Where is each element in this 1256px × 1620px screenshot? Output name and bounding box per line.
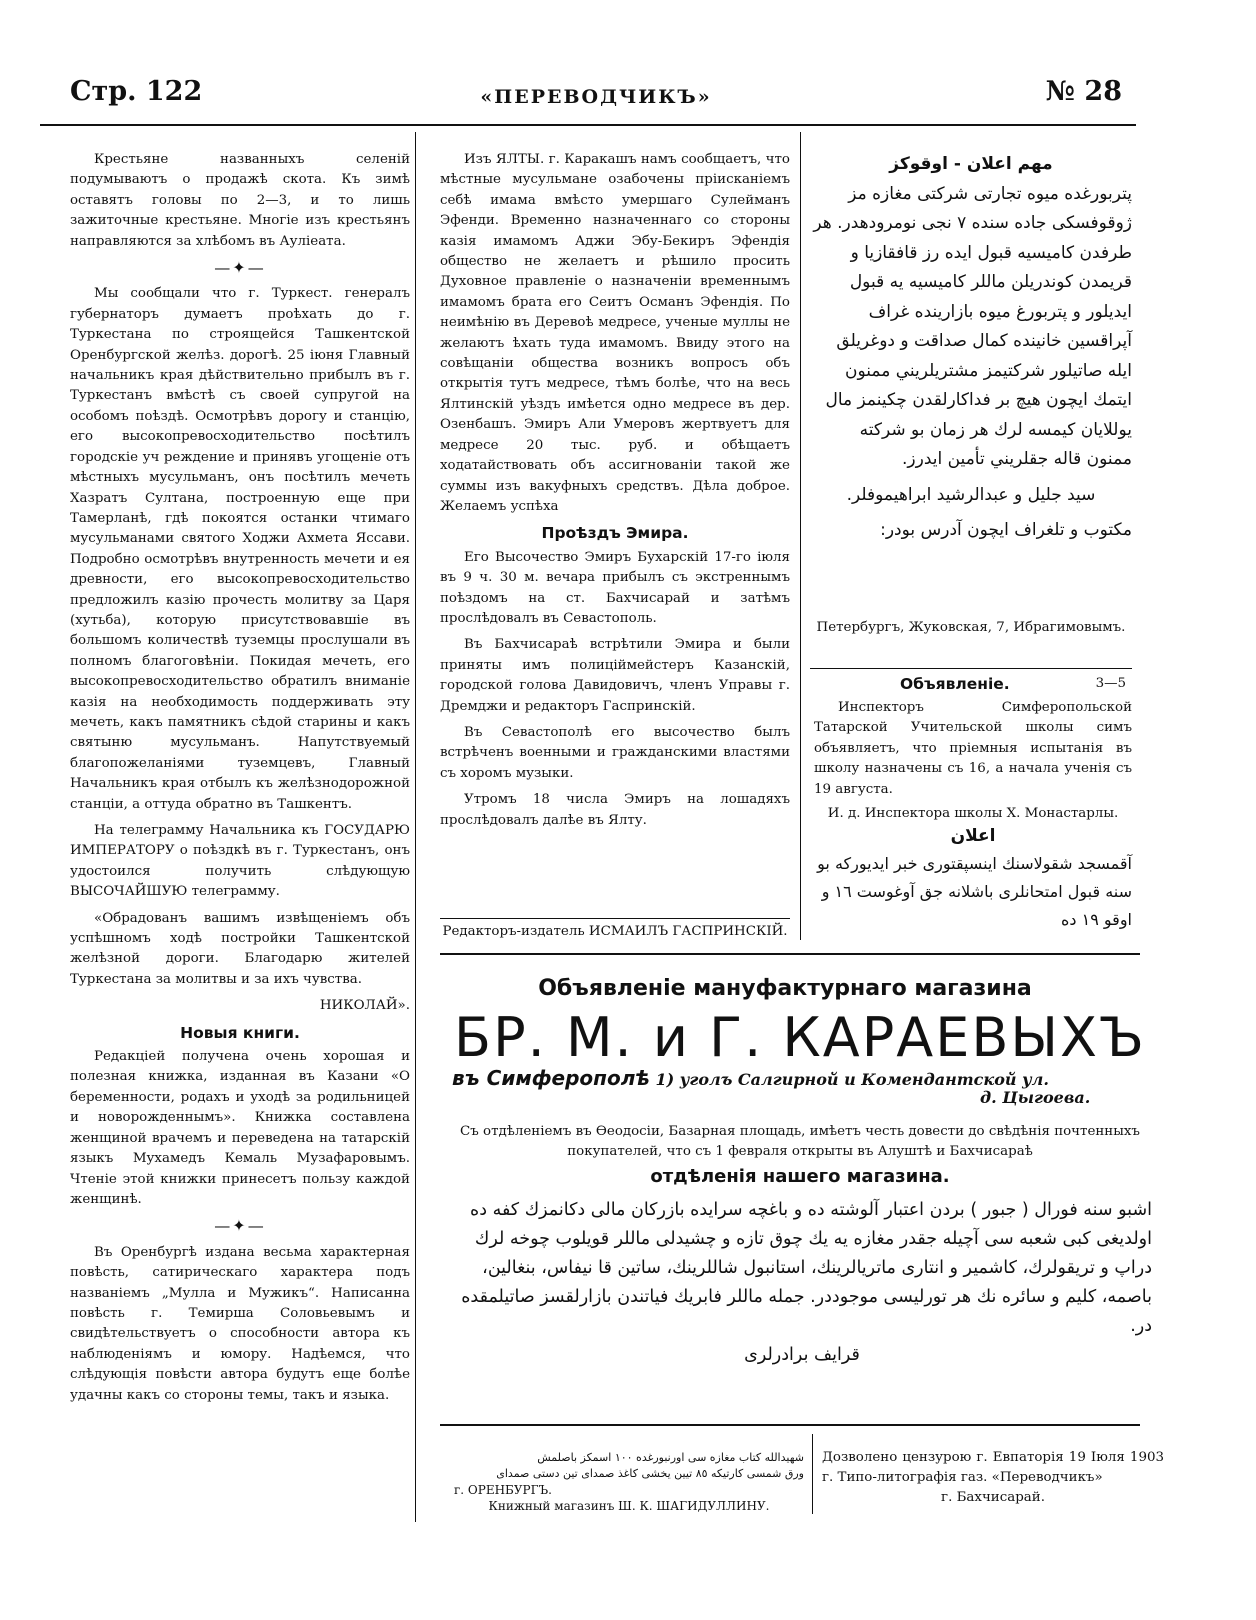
article-emir-bakhchisaray: Въ Бахчисараѣ встрѣтили Эмира и были приняты имъ полицiймейстеръ Казанскій, городской голова Давидовичъ, членъ Управы г. Дремджи и редакторъ Гаспринскій. (440, 637, 790, 714)
column-divider-right (800, 132, 801, 940)
ad-rule-top (440, 953, 1140, 955)
ad-city: въ Симферополѣ (452, 1066, 651, 1090)
telegram-signature: НИКОЛАЙ». (319, 998, 410, 1014)
notice-text: Инспекторъ Симферопольской Татарской Учительской школы симъ объявляетъ, что пріемныя испытанія въ школу назначены съ 16, а начала ученія съ 19 августа. (814, 700, 1132, 797)
article-emir-yalta: Утромъ 18 числа Эмиръ на лошадяхъ прослѣдовалъ далѣе въ Ялту. (440, 792, 790, 828)
newspaper-title: «ПЕРЕВОДЧИКЪ» (480, 86, 712, 108)
right-column-arabic-ad (810, 150, 1132, 552)
censorship-text: Дозволено цензурою г. Евпаторія 19 Іюля 1903 г. Типо-литографія газ. «Переводчикъ» (822, 1450, 1164, 1485)
article-book-orenburg: Въ Оренбургѣ издана весьма характерная повѣсть, сатирическаго характера подъ названіемъ „Мулла и Мужикъ“. Написанна повѣсть г. Темирша Соловьевымъ и свидѣтельствуетъ о способности автора къ наблюденіямъ и юмору. Надѣемся, что слѣдующія повѣсти автора будутъ еще болѣе удачны какъ со стороны темы, такъ и языка. (70, 1244, 410, 1403)
notice-rule (810, 668, 1132, 669)
arabic-ad-text: پتربورغده میوه تجارتی شركتی مغازه مز ژوقوفسكی جاده سنده ٧ نجی نومرودهدر. هر طرفدن كاميسيه قبول ايده رز قافقازيا و قريمدن كوندريلن ماللر كاميسيه يه قبول ايديلور و پتربورغ ميوه بازارينده غراف آپراقسين خانينده كمال صداقت و دوغريلق ايله صاتيلور شركتيمز مشتريلريني ممنون ايتمك ايچون هيچ بر فداكارلقدن چكينمز مال يوللايان كيمسه لرك هر زمان بو شركته ممنون قاله جقلريني تأمين ايدرز. (813, 183, 1132, 469)
middle-column (440, 150, 790, 837)
arabic-ad-heading: مهم اعلان - اوقوكز (889, 154, 1053, 174)
notice-number: 3—5 (1095, 676, 1126, 691)
article-emir-sevastopol: Въ Севастополѣ его высочество былъ встрѣченъ военными и гражданскими властями съ хоромъ музыки. (440, 724, 790, 781)
article-emir-arrival: Его Высочество Эмиръ Бухарскій 17-го іюля въ 9 ч. 30 м. вечара прибылъ съ экстреннымъ поѣздомъ на ст. Бахчисарай и затѣмъ прослѣдовалъ въ Севастополь. (440, 549, 790, 626)
elan-heading: اعلان (950, 826, 996, 846)
elan-text: آقمسجد شقولاسنك اينسپقتوری خبر ايديورکه بو سنه قبول امتحانلری باشلانه جق آوغوست ١٦ و اوقو ١٩ ده (817, 854, 1132, 929)
arabic-ad-address-label: مكتوب و تلغراف ايچون آدرس بودر: (880, 520, 1132, 540)
column-divider-left (415, 132, 416, 1522)
bottom-divider (812, 1434, 813, 1514)
bookstore-arabic-line-1: شهيدالله كتاب مغازه سی اورنبورغده ١٠٠ اسمكز باصلمش (537, 1451, 804, 1464)
notice-block (814, 674, 1132, 824)
article-turkestan: Мы сообщали что г. Туркест. генералъ губернаторъ думаетъ проѣхать до г. Туркестана по строящейся Ташкентской Оренбургской желѣз. дорогѣ. 25 іюня Главный начальникъ края дѣйствительно прибылъ въ г. Туркестанъ вмѣстѣ съ своей супругой на особомъ поѣздѣ. Осмотрѣвъ дорогу и станцію, его высокопревосходительство посѣтилъ городскіе уч реждение и принявъ угощеніе отъ мѣстныхъ мусульманъ, онъ посѣтилъ мечеть Хазратъ Султана, построенную еще при Тамерланѣ, гдѣ покоятся останки чтимаго мусульманами святого Ходжи Ахмета Яссави. Подробно осмотрѣвъ внутренность мечети и ея древности, его высокопревосходительство предложилъ казію прочесть молитву за Царя (хутьба), которую присутствовавшіе въ большомъ количествѣ туземцы прослушали въ полномъ благоговѣніи. Покидая мечеть, его высокопревосходительство обратилъ вниманіе казія на необходимость поддерживать эту мечеть, какъ памятникъ сѣдой старины и какъ святыню мусульманъ. Напутствуемый благопожеланіями туземцевъ, Главный Начальникъ края отбылъ къ желѣзнодорожной станціи, а оттуда обратно въ Ташкентъ. (70, 286, 410, 812)
issue-number: № 28 (1045, 76, 1122, 107)
ornament-divider: —✦— (214, 258, 266, 278)
notice-heading: Объявленіе. (900, 675, 1010, 693)
bookstore-ad (454, 1450, 804, 1514)
censorship-note (822, 1448, 1164, 1508)
emir-heading: Проѣздъ Эмира. (541, 524, 689, 543)
article-yalta: Изъ ЯЛТЫ. г. Каракашъ намъ сообщаетъ, что мѣстные мусульмане озабочены пріисканіемъ себѣ имама вмѣсто умершаго Сулейманъ Эфенди. Временно назначеннаго со стороны казія имамомъ Аджи Эбу-Бекиръ Эфендія общество не желаетъ и рѣшило просить Духовное правленіе о назначеніи временнымъ имамомъ брата его Сеитъ Османъ Эфендія. По неимѣнію въ Деревоѣ медресе, ученые муллы не желаютъ ѣхать туда имамомъ. Ввиду этого на совѣщаніи общества возникъ вопросъ объ открытія тутъ медресе, тѣмъ болѣе, что на весь Ялтинскій уѣздъ имѣется одно медресе въ дер. Озенбашъ. Эмиръ Али Умеровъ жертвуетъ для медресе 20 тыс. руб. и обѣщаетъ ходатайствовать объ ассигнованіи такой же суммы изъ вакуфныхъ средствъ. Дѣла доброе. Желаемъ успѣха (440, 152, 790, 514)
ad-address-1: 1) уголъ Салгирной и Комендантской ул. (655, 1070, 1049, 1089)
censorship-place: г. Бахчисарай. (941, 1490, 1045, 1505)
left-column (70, 150, 410, 1412)
telegram-text: «Обрадованъ вашимъ извѣщеніемъ объ успѣшномъ ходѣ постройки Ташкентской желѣзной дороги. Благодарю жителей Туркестана за молитвы и за ихъ чувства. (70, 910, 410, 987)
new-books-heading: Новыя книги. (180, 1023, 300, 1042)
article-livestock: Крестьяне названныхъ селеній подумываютъ о продажѣ скота. Къ зимѣ оставятъ головы по 2—3, и то лишь зажиточные крестьяне. Многіе изъ крестьянъ направляются за хлѣбомъ въ Аулiеата. (70, 152, 410, 249)
elan-block (814, 822, 1132, 934)
bookstore-name: Книжный магазинъ Ш. К. ШАГИДУЛЛИНУ. (488, 1499, 770, 1513)
article-book-kazan: Редакціей получена очень хорошая и полезная книжка, изданная въ Казани «О беременности, родахъ и уходѣ за родильницей и новорожденнымъ». Книжка составлена женщиной врачемъ и переведена на татарскій языкъ Мухамедъ Кемаль Музафаровымъ. Чтеніе этой книжки принесетъ пользу каждой женщинѣ. (70, 1049, 410, 1207)
petersburg-address: Петербургъ, Жуковская, 7, Ибрагимовымъ. (816, 620, 1126, 635)
ad-city-line (452, 1066, 1142, 1090)
arabic-ad-signature: سيد جليل و عبدالرشيد ابراهيموفلر. (846, 484, 1096, 505)
ad-subtitle: отдѣленія нашего магазина. (650, 1166, 950, 1187)
ad-text: Съ отдѣленіемъ въ Ѳеодосіи, Базарная площадь, имѣетъ честь довести до свѣдѣнія почтенныхъ покупателей, что съ 1 февраля открыты въ Алуштѣ и Бахчисараѣ (460, 1124, 1140, 1159)
article-telegram: На телеграмму Начальника къ ГОСУДАРЮ ИМПЕРАТОРУ о поѣздкѣ въ г. Туркестанъ, онъ удостоился получить слѣдующую ВЫСОЧАЙШУЮ телеграмму. (70, 823, 410, 900)
ornament-divider-2: —✦— (214, 1216, 266, 1236)
notice-signature: И. д. Инспектора школы Х. Монастарлы. (827, 806, 1119, 822)
ad-arabic-signature: قرايف برادرلری (744, 1345, 860, 1365)
ad-arabic-body: اشبو سنه فورال ( جبور ) بردن اعتبار آلوشته ده و باغچه سرايده بازركان مالی دكانمزك كفه ده اولديغی كبی شعبه سی آچيله جقدر مغازه يه يك چوق تازه و چشيدلی ماللر قويلوب چوخه لرك دراپ و تريقولرك، كاشمير و انتاری ماتريالرينك، استانبول شاللرينك، ساتين قا نيفاس، بنغالين، باصمه، كليم و سائره نك هر تورليسی موجوددر. جمله ماللر فابريك فياتندن بازارلقسز صاتيلمقده در. (461, 1200, 1152, 1336)
bookstore-city: г. ОРЕНБУРГЪ. (454, 1483, 552, 1497)
ad-address-2: д. Цыгоева. (980, 1088, 1091, 1107)
ad-arabic-text (452, 1196, 1152, 1370)
page-header (70, 76, 1122, 118)
header-rule (40, 124, 1136, 126)
ad-title: Объявленіе мануфактурнаго магазина (538, 976, 1032, 1001)
editor-line: Редакторъ-издатель ИСМАИЛЪ ГАСПРИНСКІЙ. (442, 924, 788, 939)
ad-brand: БР. М. и Г. КАРАЕВЫХЪ (454, 1006, 1146, 1069)
bookstore-arabic-line-2: ورق شمسی كارتيكه ٨٥ تيين يخشی كاغذ صمدای تين دستی صمدای (496, 1467, 804, 1480)
ad-rule-bottom (440, 1424, 1140, 1426)
editor-rule-top (440, 918, 790, 919)
page-number: Стр. 122 (70, 76, 203, 107)
